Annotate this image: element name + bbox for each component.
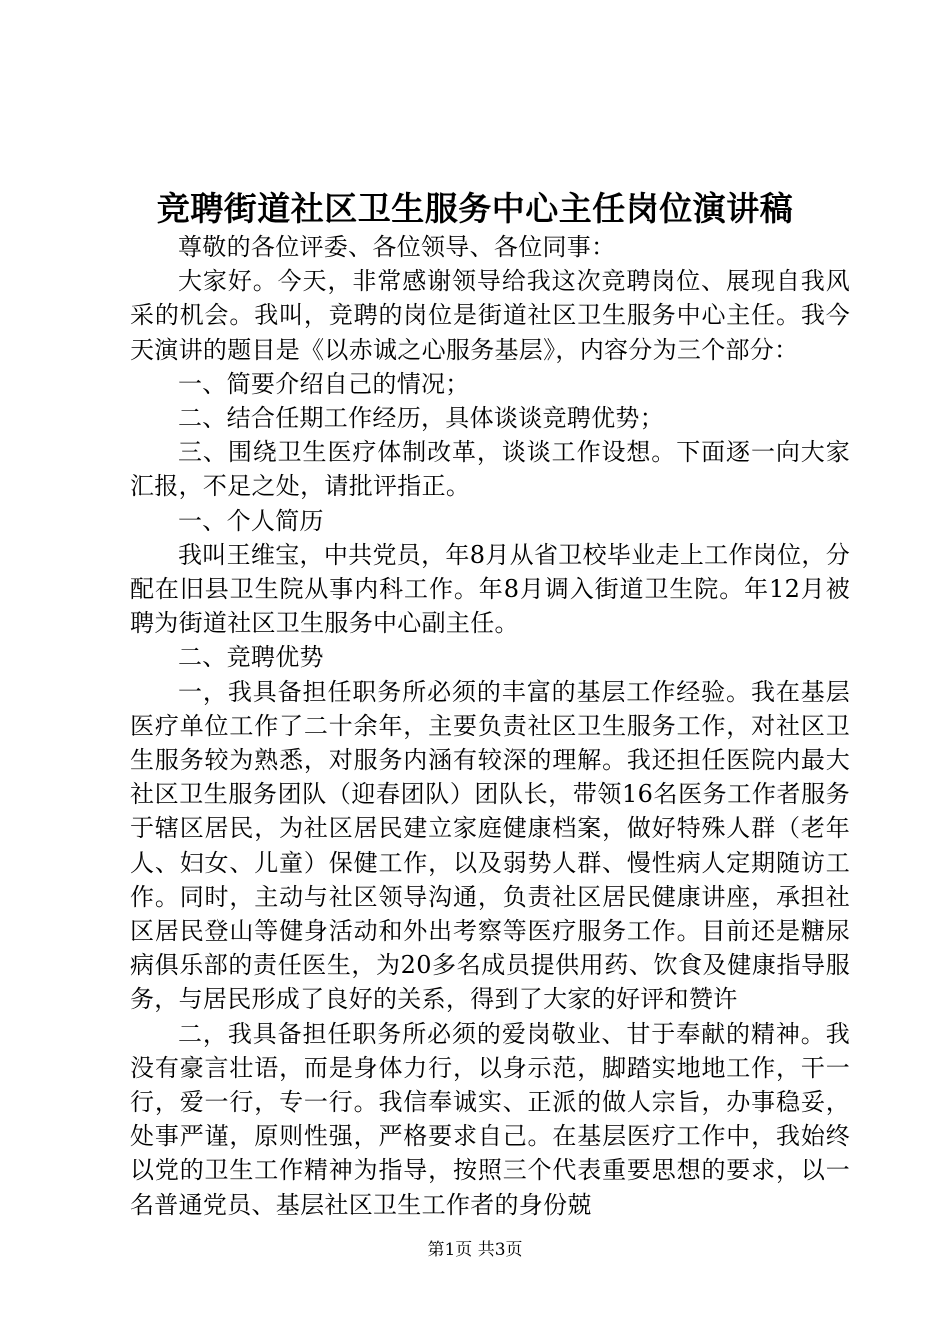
- paragraph-outline-1: 一、简要介绍自己的情况；: [178, 369, 470, 398]
- paragraph-opening: 大家好。今天，非常感谢领导给我这次竞聘岗位、展现自我风采的机会。我叫，竞聘的岗位是街道社区卫生服务中心主任。我今天演讲的题目是《以赤诚之心服务基层》，内容分为三个部分：: [130, 267, 850, 364]
- paragraph-advantage-2: 二，我具备担任职务所必须的爱岗敬业、甘于奉献的精神。我没有豪言壮语，而是身体力行，以身示范，脚踏实地地工作，干一行，爱一行，专一行。我信奉诚实、正派的做人宗旨，办事稳妥，处事严谨，原则性强，严格要求自己。在基层医疗工作中，我始终以党的卫生工作精神为指导，按照三个代表重要思想的要求，以一名普通党员、基层社区卫生工作者的身份兢: [130, 1019, 850, 1219]
- document-body: [130, 230, 850, 1222]
- paragraph-advantage-1: 一，我具备担任职务所必须的丰富的基层工作经验。我在基层医疗单位工作了二十余年，主要负责社区卫生服务工作，对社区卫生服务较为熟悉，对服务内涵有较深的理解。我还担任医院内最大社区卫生服务团队（迎春团队）团队长，带领16名医务工作者服务于辖区居民，为社区居民建立家庭健康档案，做好特殊人群（老年人、妇女、儿童）保健工作，以及弱势人群、慢性病人定期随访工作。同时，主动与社区领导沟通，负责社区居民健康讲座，承担社区居民登山等健身活动和外出考察等医疗服务工作。目前还是糖尿病俱乐部的责任医生，为20多名成员提供用药、饮食及健康指导服务，与居民形成了良好的关系，得到了大家的好评和赞许: [130, 677, 850, 1014]
- paragraph-resume: 我叫王维宝，中共党员，年8月从省卫校毕业走上工作岗位，分配在旧县卫生院从事内科工作。年8月调入街道卫生院。年12月被聘为街道社区卫生服务中心副主任。: [130, 540, 850, 638]
- document-title: 竞聘街道社区卫生服务中心主任岗位演讲稿: [156, 189, 794, 228]
- paragraph-salutation: 尊敬的各位评委、各位领导、各位同事：: [178, 233, 616, 261]
- page-number-footer: 第1页 共3页: [427, 1240, 523, 1260]
- paragraph-outline-2: 二、结合任期工作经历，具体谈谈竞聘优势；: [178, 404, 664, 433]
- section-heading-advantages: 二、竞聘优势: [178, 643, 324, 672]
- paragraph-outline-3: 三、围绕卫生医疗体制改革，谈谈工作设想。下面逐一向大家汇报，不足之处，请批评指正。: [130, 438, 850, 501]
- section-heading-resume: 一、个人简历: [178, 506, 324, 535]
